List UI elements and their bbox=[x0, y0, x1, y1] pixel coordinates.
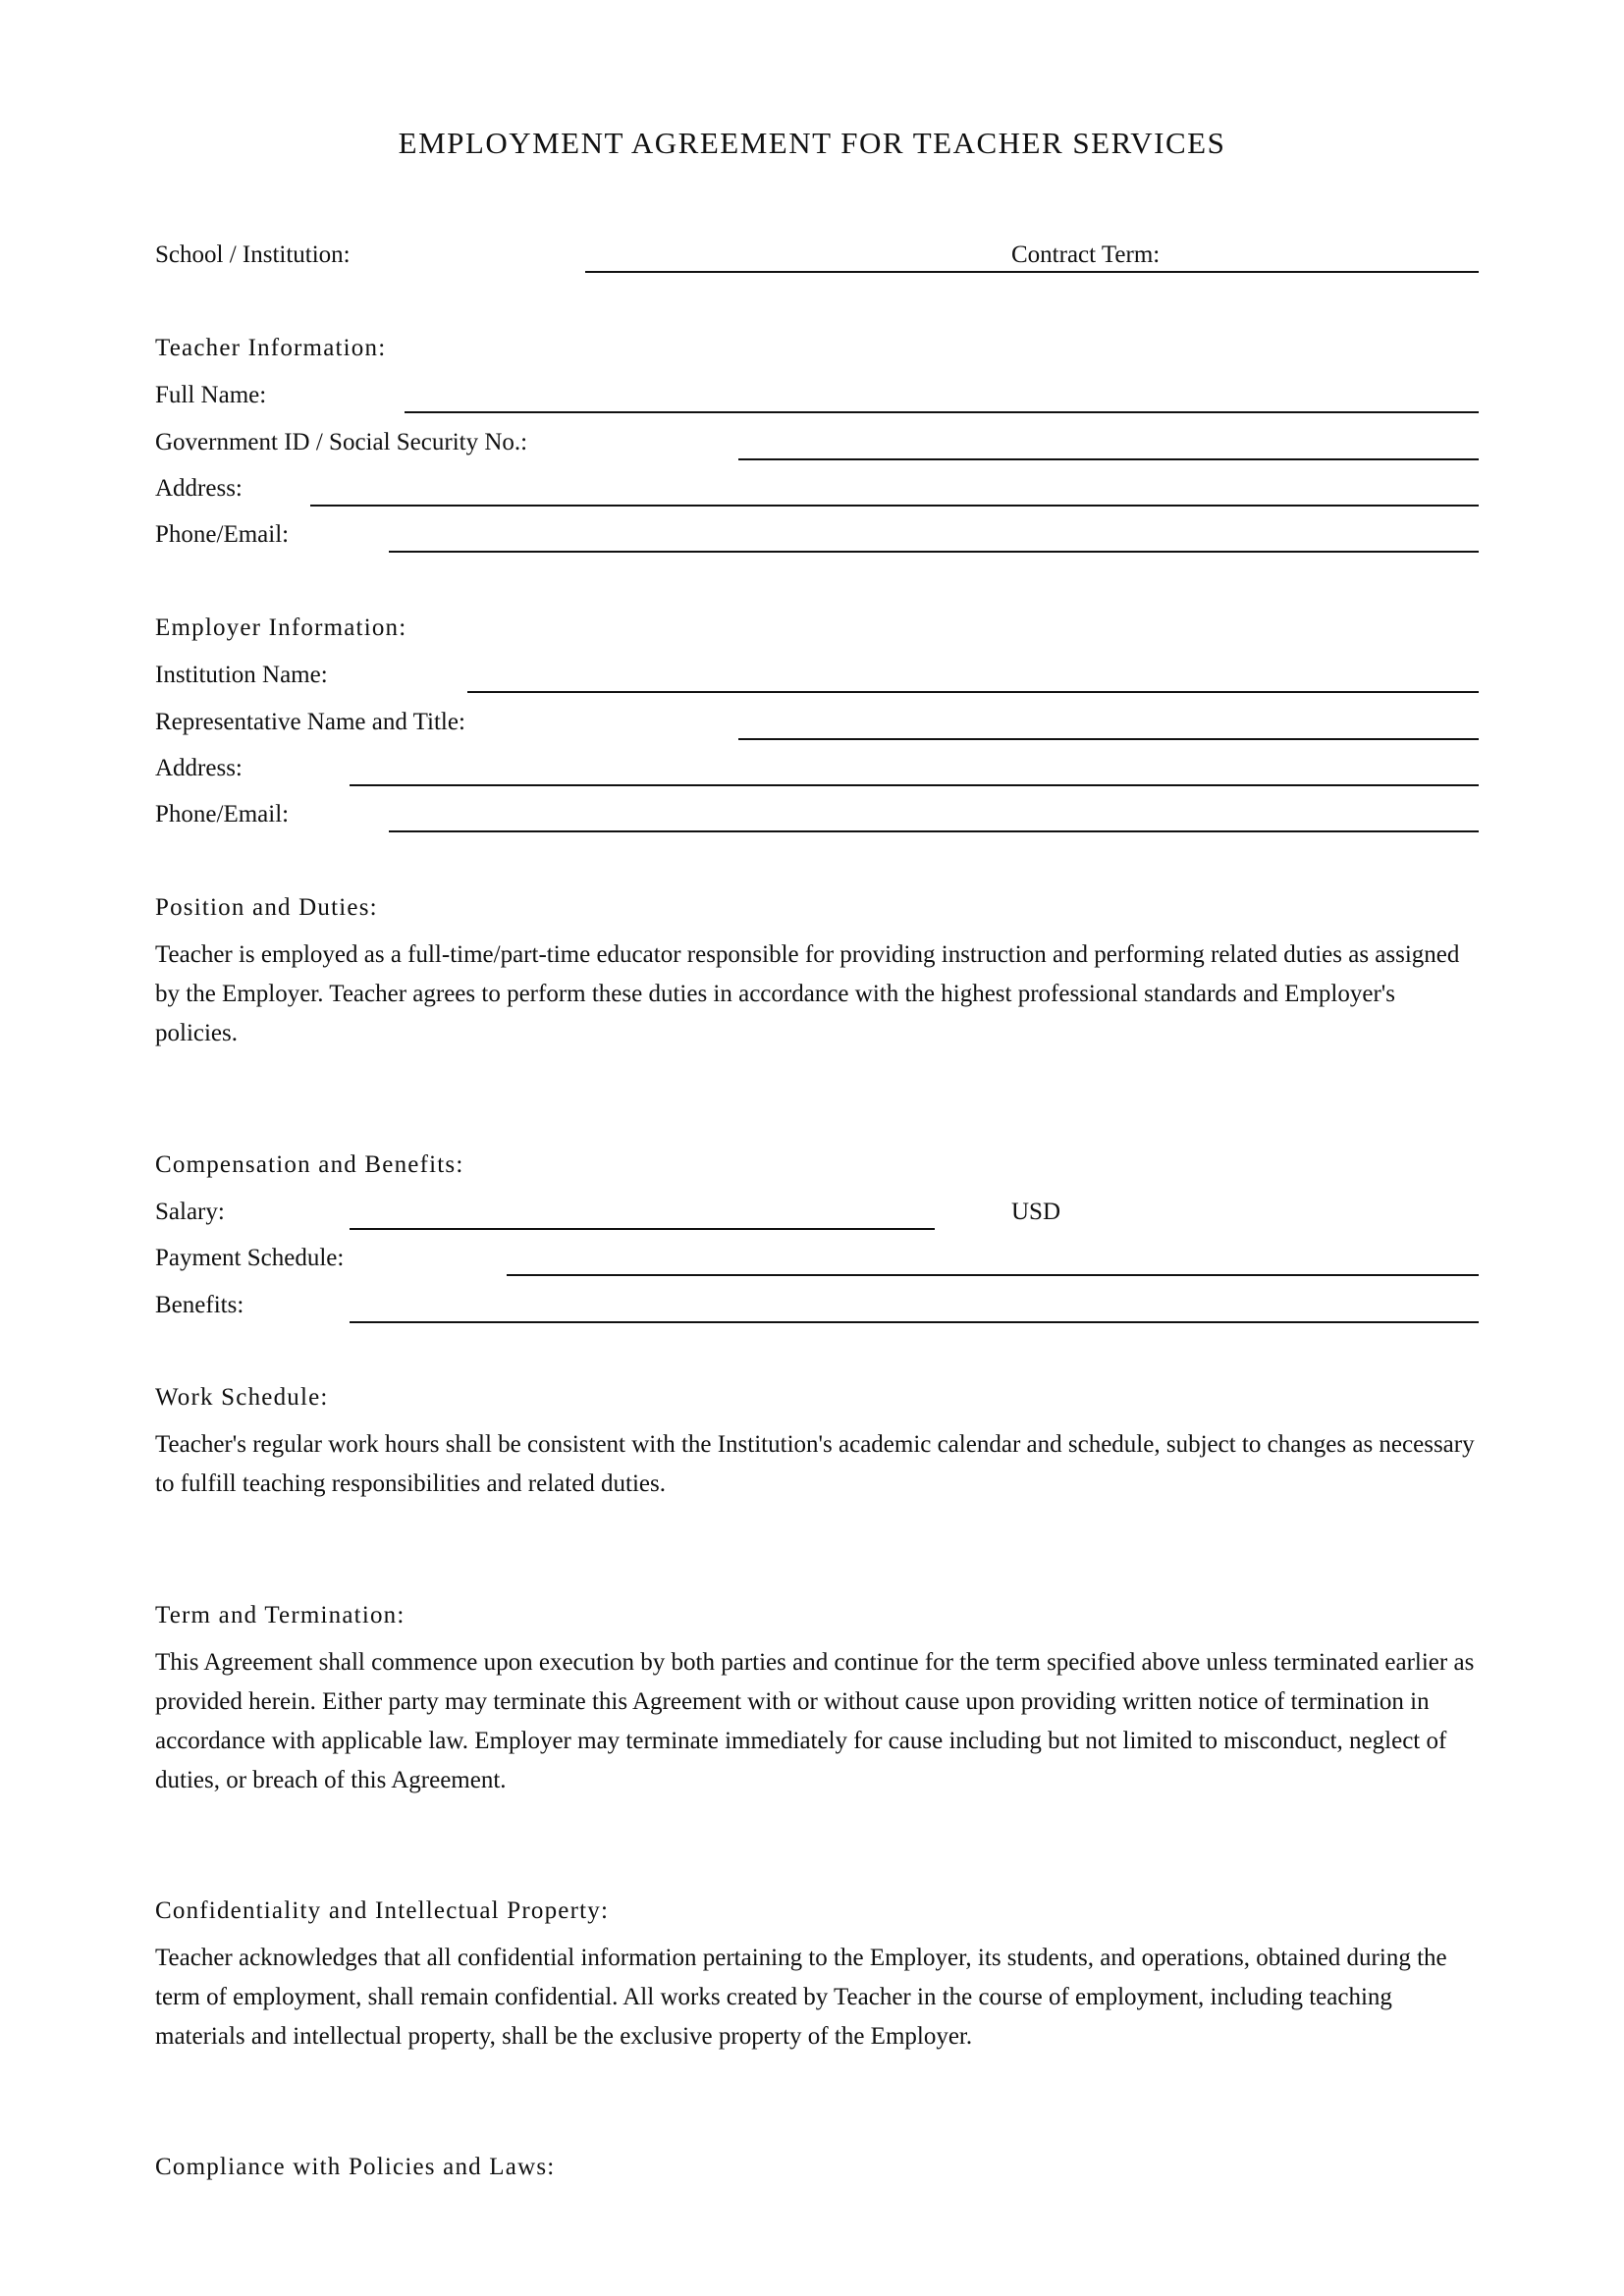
school-institution-field[interactable] bbox=[585, 271, 1479, 273]
teacher-full-name-field[interactable] bbox=[405, 411, 1479, 413]
confidentiality-text: Teacher acknowledges that all confidential information pertaining to the Employer, its students, and operations, obtained during the term of employment, shall remain confidential. All works created by Teacher in the course of employment, including teaching materials and intellectual property, shall be the exclusive property of the Employer. bbox=[155, 1945, 1447, 2050]
compliance-heading: Compliance with Policies and Laws: bbox=[155, 2154, 556, 2180]
compensation-heading: Compensation and Benefits: bbox=[155, 1151, 464, 1178]
employer-phone-email-label: Phone/Email: bbox=[155, 801, 290, 828]
employer-phone-email-field[interactable] bbox=[389, 830, 1479, 832]
term-termination-text: This Agreement shall commence upon execution by both parties and continue for the term specified above unless terminated earlier as provided herein. Either party may terminate this Agreement with or without cause upon providing written notice of termination in accordance with applicable law. Employer may terminate immediately for cause including but not limited to misconduct, neglect of duties, or breach of this Agreement. bbox=[155, 1649, 1475, 1793]
teacher-address-field[interactable] bbox=[310, 505, 1479, 507]
teacher-phone-email-label: Phone/Email: bbox=[155, 521, 290, 548]
work-schedule-text: Teacher's regular work hours shall be consistent with the Institution's academic calendar and schedule, subject to changes as necessary to fulfill teaching responsibilities and related duties. bbox=[155, 1431, 1475, 1497]
institution-name-field[interactable] bbox=[467, 691, 1479, 693]
employer-address-label: Address: bbox=[155, 755, 243, 781]
position-duties-heading: Position and Duties: bbox=[155, 894, 378, 921]
institution-name-label: Institution Name: bbox=[155, 662, 328, 688]
payment-schedule-label: Payment Schedule: bbox=[155, 1245, 345, 1271]
work-schedule-heading: Work Schedule: bbox=[155, 1384, 329, 1411]
representative-label: Representative Name and Title: bbox=[155, 709, 465, 735]
teacher-phone-email-field[interactable] bbox=[389, 551, 1479, 553]
benefits-label: Benefits: bbox=[155, 1292, 244, 1318]
confidentiality-heading: Confidentiality and Intellectual Property: bbox=[155, 1897, 610, 1924]
employer-address-field[interactable] bbox=[350, 784, 1479, 786]
term-termination-heading: Term and Termination: bbox=[155, 1602, 406, 1629]
salary-currency: USD bbox=[1011, 1199, 1061, 1225]
teacher-gov-id-field[interactable] bbox=[738, 458, 1479, 460]
position-duties-text: Teacher is employed as a full-time/part-time educator responsible for providing instruction and performing related duties as assigned by the Employer. Teacher agrees to perform these duties in accordance with the highest professional standards and Employer's policies. bbox=[155, 941, 1460, 1046]
teacher-gov-id-label: Government ID / Social Security No.: bbox=[155, 429, 528, 455]
salary-label: Salary: bbox=[155, 1199, 225, 1225]
document-title: EMPLOYMENT AGREEMENT FOR TEACHER SERVICES bbox=[398, 126, 1226, 160]
contract-term-label: Contract Term: bbox=[1011, 241, 1161, 268]
salary-field[interactable] bbox=[350, 1228, 935, 1230]
employer-info-heading: Employer Information: bbox=[155, 614, 407, 641]
school-institution-label: School / Institution: bbox=[155, 241, 351, 268]
teacher-address-label: Address: bbox=[155, 475, 243, 502]
representative-field[interactable] bbox=[738, 738, 1479, 740]
teacher-full-name-label: Full Name: bbox=[155, 382, 267, 408]
benefits-field[interactable] bbox=[350, 1321, 1479, 1323]
payment-schedule-field[interactable] bbox=[507, 1274, 1479, 1276]
teacher-info-heading: Teacher Information: bbox=[155, 335, 387, 361]
